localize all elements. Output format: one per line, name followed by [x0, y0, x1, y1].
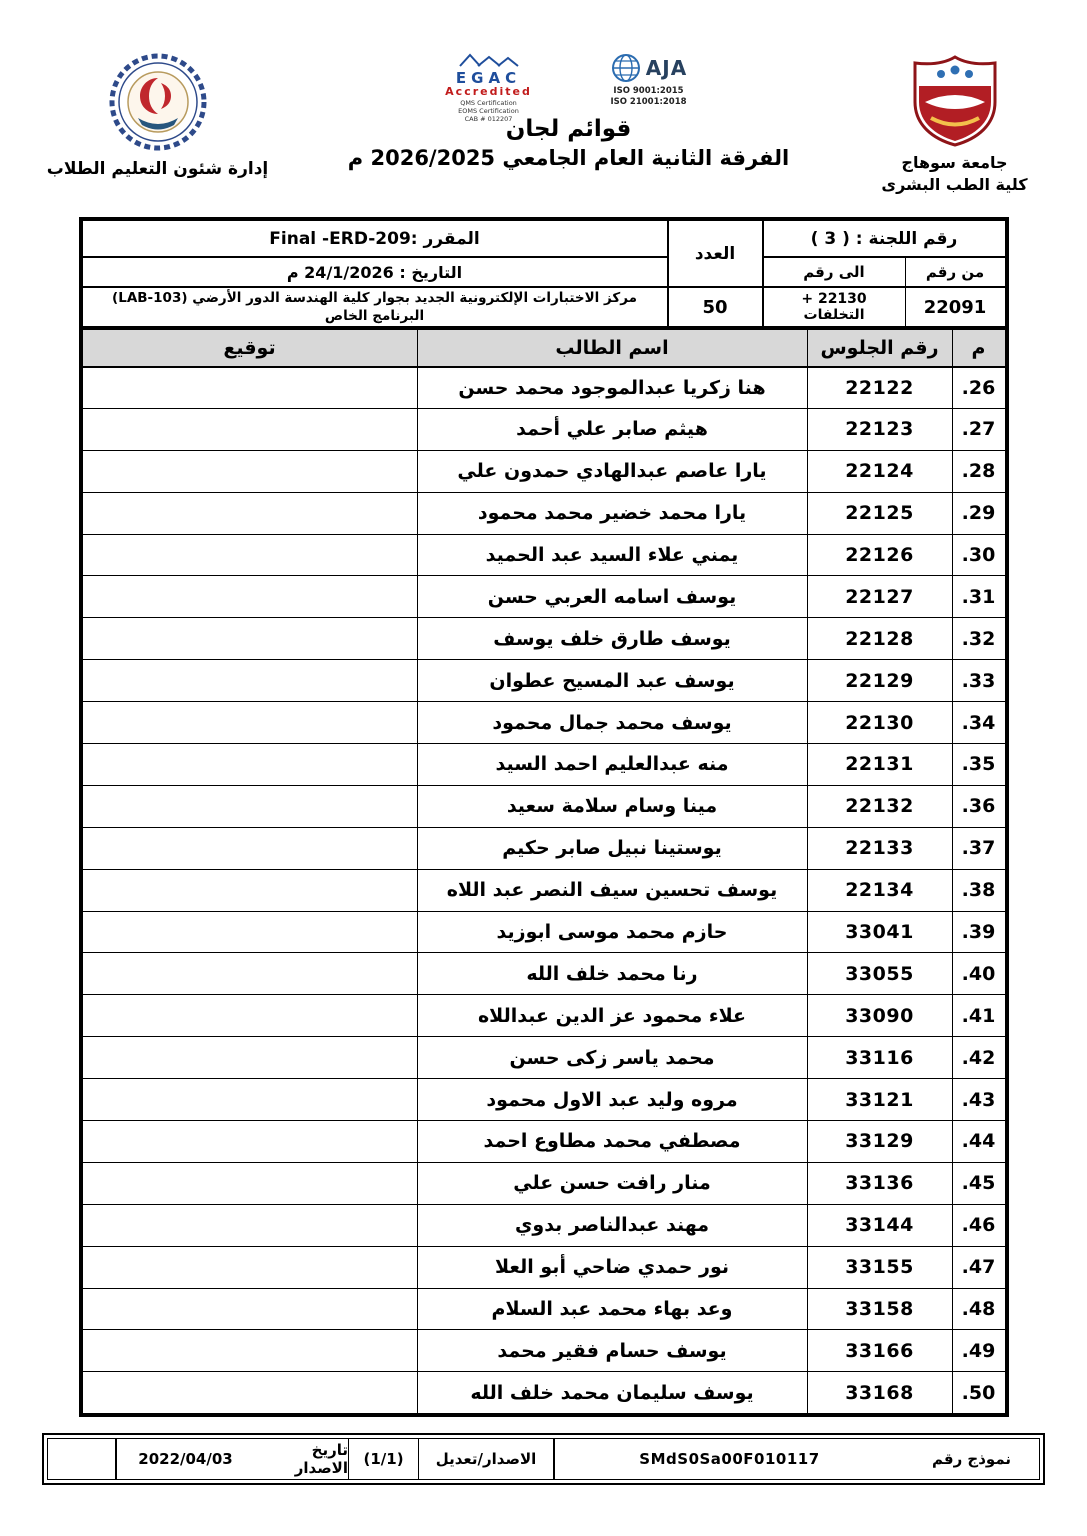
student-serial: 41.	[952, 995, 1005, 1037]
form-number-label: نموذج رقم	[931, 1450, 1012, 1469]
to-number-label: الى رقم	[803, 263, 865, 281]
footer-empty-cell	[48, 1439, 116, 1479]
student-name: يوسف محمد جمال محمود	[417, 702, 807, 744]
student-serial: 31.	[952, 576, 1005, 618]
student-name: يوسف اسامه العربي حسن	[417, 576, 807, 618]
student-serial: 36.	[952, 785, 1005, 827]
exam-info-table	[82, 220, 1006, 329]
student-serial: 32.	[952, 618, 1005, 660]
student-serial: 46.	[952, 1204, 1005, 1246]
from-number-label: من رقم	[905, 258, 1005, 286]
student-serial: 27.	[952, 408, 1005, 450]
student-serial: 47.	[952, 1246, 1005, 1288]
student-signature-cell	[82, 953, 417, 995]
student-signature-cell	[82, 911, 417, 953]
header-seat-number: رقم الجلوس	[807, 330, 952, 367]
student-name: وعد بهاء محمد عبد السلام	[417, 1288, 807, 1330]
student-serial: 48.	[952, 1288, 1005, 1330]
student-row	[82, 1288, 1005, 1330]
student-serial: 35.	[952, 744, 1005, 786]
from-number-value: 22091	[905, 288, 1005, 326]
student-name: يوسف حسام فقير محمد	[417, 1330, 807, 1372]
header-center	[275, 52, 862, 170]
exam-location-line2: البرنامج الخاص	[324, 308, 425, 324]
student-signature-cell	[82, 869, 417, 911]
students-header-row	[82, 330, 1005, 367]
student-signature-cell	[82, 1288, 417, 1330]
student-seat-number: 33166	[807, 1330, 952, 1372]
student-serial: 28.	[952, 450, 1005, 492]
student-name: يوسف طارق خلف يوسف	[417, 618, 807, 660]
student-seat-number: 22130	[807, 702, 952, 744]
student-serial: 30.	[952, 534, 1005, 576]
student-signature-cell	[82, 1246, 417, 1288]
student-seat-number: 22124	[807, 450, 952, 492]
student-row	[82, 1246, 1005, 1288]
student-row	[82, 1162, 1005, 1204]
student-signature-cell	[82, 1121, 417, 1163]
student-name: يوسف سليمان محمد خلف الله	[417, 1372, 807, 1414]
student-name: رنا محمد خلف الله	[417, 953, 807, 995]
issue-date-value: 2022/04/03	[116, 1439, 254, 1479]
exam-location-line1: مركز الاختبارات الإلكترونية الجديد بجوار كلية الهندسة الدور الأرضي (LAB-103)	[112, 289, 637, 306]
document-subtitle: الفرقة الثانية العام الجامعي 2026/2025 م	[347, 146, 790, 170]
student-signature-cell	[82, 702, 417, 744]
document-header	[40, 52, 1047, 212]
header-serial: م	[952, 330, 1005, 367]
revision-value: (1/1)	[349, 1439, 419, 1479]
student-row	[82, 492, 1005, 534]
student-name: يوستينا نبيل صابر حكيم	[417, 827, 807, 869]
university-name: جامعة سوهاج	[901, 153, 1008, 172]
student-serial: 40.	[952, 953, 1005, 995]
document-footer	[42, 1433, 1045, 1485]
university-shield-logo	[911, 54, 999, 148]
faculty-block	[40, 52, 275, 179]
student-row	[82, 869, 1005, 911]
student-row	[82, 953, 1005, 995]
student-signature-cell	[82, 785, 417, 827]
student-signature-cell	[82, 367, 417, 409]
student-name: مهند عبدالناصر بدوي	[417, 1204, 807, 1246]
student-serial: 26.	[952, 367, 1005, 409]
exam-date: التاريخ : 24/1/2026 م	[82, 257, 668, 287]
header-student-name: اسم الطالب	[417, 330, 807, 367]
student-row	[82, 367, 1005, 409]
student-signature-cell	[82, 618, 417, 660]
student-serial: 34.	[952, 702, 1005, 744]
student-serial: 38.	[952, 869, 1005, 911]
to-number-note: التخلفات	[803, 307, 865, 323]
student-signature-cell	[82, 576, 417, 618]
student-signature-cell	[82, 534, 417, 576]
student-name: يوسف تحسين سيف النصر عبد اللاه	[417, 869, 807, 911]
committee-number: رقم اللجنة : ( 3 )	[763, 220, 1006, 257]
student-signature-cell	[82, 1330, 417, 1372]
student-row	[82, 1121, 1005, 1163]
student-name: يارا عاصم عبدالهادي حمدون علي	[417, 450, 807, 492]
student-serial: 39.	[952, 911, 1005, 953]
student-row	[82, 618, 1005, 660]
student-name: هيثم صابر علي أحمد	[417, 408, 807, 450]
egac-mountains-icon	[458, 53, 520, 67]
student-name: علاء محمود عز الدين عبداللاه	[417, 995, 807, 1037]
accreditation-logos	[275, 52, 862, 124]
student-serial: 33.	[952, 660, 1005, 702]
student-serial: 42.	[952, 1037, 1005, 1079]
student-signature-cell	[82, 492, 417, 534]
student-signature-cell	[82, 744, 417, 786]
student-row	[82, 1372, 1005, 1414]
student-seat-number: 22134	[807, 869, 952, 911]
student-signature-cell	[82, 450, 417, 492]
student-row	[82, 911, 1005, 953]
student-name: هنا زكريا عبدالموجود محمد حسن	[417, 367, 807, 409]
student-seat-number: 22125	[807, 492, 952, 534]
student-seat-number: 22132	[807, 785, 952, 827]
student-signature-cell	[82, 1079, 417, 1121]
aja-globe-icon	[610, 52, 642, 84]
student-name: يمني علاء السيد عبد الحميد	[417, 534, 807, 576]
student-seat-number: 33055	[807, 953, 952, 995]
student-row	[82, 408, 1005, 450]
student-row	[82, 702, 1005, 744]
student-serial: 43.	[952, 1079, 1005, 1121]
student-seat-number: 22123	[807, 408, 952, 450]
aja-logo	[589, 52, 709, 108]
student-row	[82, 785, 1005, 827]
student-serial: 29.	[952, 492, 1005, 534]
egac-line3: CAB # 012207	[464, 115, 513, 124]
student-name: مينا وسام سلامة سعيد	[417, 785, 807, 827]
student-seat-number: 33121	[807, 1079, 952, 1121]
student-seat-number: 33144	[807, 1204, 952, 1246]
students-table	[82, 329, 1006, 1414]
student-name: منار رافت حسن علي	[417, 1162, 807, 1204]
student-seat-number: 22127	[807, 576, 952, 618]
faculty-name: كلية الطب البشرى	[881, 174, 1028, 194]
aja-iso1: ISO 9001:2015	[613, 86, 684, 96]
course-name: المقرر :Final -ERD-209	[82, 220, 668, 257]
document-title: قوائم لجان	[505, 116, 632, 142]
student-row	[82, 995, 1005, 1037]
student-seat-number: 33155	[807, 1246, 952, 1288]
student-serial: 45.	[952, 1162, 1005, 1204]
form-number-value: SMdS0Sa00F010117	[554, 1439, 904, 1479]
student-name: محمد ياسر زكى حسن	[417, 1037, 807, 1079]
egac-name: EGAC	[455, 69, 522, 87]
student-seat-number: 33041	[807, 911, 952, 953]
student-seat-number: 33136	[807, 1162, 952, 1204]
student-seat-number: 22131	[807, 744, 952, 786]
student-seat-number: 33090	[807, 995, 952, 1037]
student-row	[82, 1037, 1005, 1079]
to-number: + 22130	[801, 290, 867, 307]
student-name: يوسف عبد المسيح عطوان	[417, 660, 807, 702]
student-name: نور حمدي ضاحي أبو العلا	[417, 1246, 807, 1288]
department-name: إدارة شئون التعليم الطلاب	[46, 159, 269, 179]
student-signature-cell	[82, 1372, 417, 1414]
range-labels	[763, 257, 1006, 287]
egac-line1: QMS Certification	[460, 99, 517, 108]
student-serial: 44.	[952, 1121, 1005, 1163]
student-row	[82, 660, 1005, 702]
aja-iso-lines	[589, 86, 709, 108]
student-signature-cell	[82, 1037, 417, 1079]
student-seat-number: 33116	[807, 1037, 952, 1079]
student-name: حازم محمد موسى ابوزيد	[417, 911, 807, 953]
range-values	[763, 287, 1006, 327]
student-signature-cell	[82, 1204, 417, 1246]
count-label: العدد	[668, 220, 763, 287]
student-row	[82, 1330, 1005, 1372]
student-row	[82, 827, 1005, 869]
student-seat-number: 22122	[807, 367, 952, 409]
aja-iso2: ISO 21001:2018	[610, 97, 687, 108]
student-row	[82, 744, 1005, 786]
egac-line2: EOMS Certification	[458, 107, 519, 116]
student-signature-cell	[82, 827, 417, 869]
to-number-value	[764, 288, 905, 326]
student-seat-number: 22129	[807, 660, 952, 702]
header-signature: توقيع	[82, 330, 417, 367]
student-signature-cell	[82, 660, 417, 702]
student-signature-cell	[82, 408, 417, 450]
student-name: منه عبدالعليم احمد السيد	[417, 744, 807, 786]
student-serial: 49.	[952, 1330, 1005, 1372]
student-serial: 37.	[952, 827, 1005, 869]
student-row	[82, 450, 1005, 492]
student-row	[82, 534, 1005, 576]
student-row	[82, 576, 1005, 618]
egac-logo	[429, 52, 549, 123]
student-seat-number: 33129	[807, 1121, 952, 1163]
student-seat-number: 33158	[807, 1288, 952, 1330]
revision-label: الاصدار/تعديل	[419, 1439, 554, 1479]
aja-name: AJA	[645, 56, 688, 80]
student-row	[82, 1204, 1005, 1246]
student-name: مروه وليد عبد الاول محمود	[417, 1079, 807, 1121]
student-serial: 50.	[952, 1372, 1005, 1414]
main-frame	[79, 217, 1009, 1417]
count-value: 50	[668, 287, 763, 327]
student-seat-number: 33168	[807, 1372, 952, 1414]
student-signature-cell	[82, 1162, 417, 1204]
faculty-emblem-logo	[108, 52, 208, 152]
university-block	[862, 52, 1047, 195]
student-signature-cell	[82, 995, 417, 1037]
student-seat-number: 22128	[807, 618, 952, 660]
exam-location	[82, 287, 668, 327]
egac-accredited: Accredited	[445, 85, 532, 98]
student-seat-number: 22133	[807, 827, 952, 869]
students-body	[82, 367, 1005, 1414]
student-name: مصطفي محمد مطاوع احمد	[417, 1121, 807, 1163]
student-row	[82, 1079, 1005, 1121]
issue-date-label: تاريخ الاصدار	[254, 1439, 349, 1479]
student-seat-number: 22126	[807, 534, 952, 576]
student-name: يارا محمد خضير محمد محمود	[417, 492, 807, 534]
